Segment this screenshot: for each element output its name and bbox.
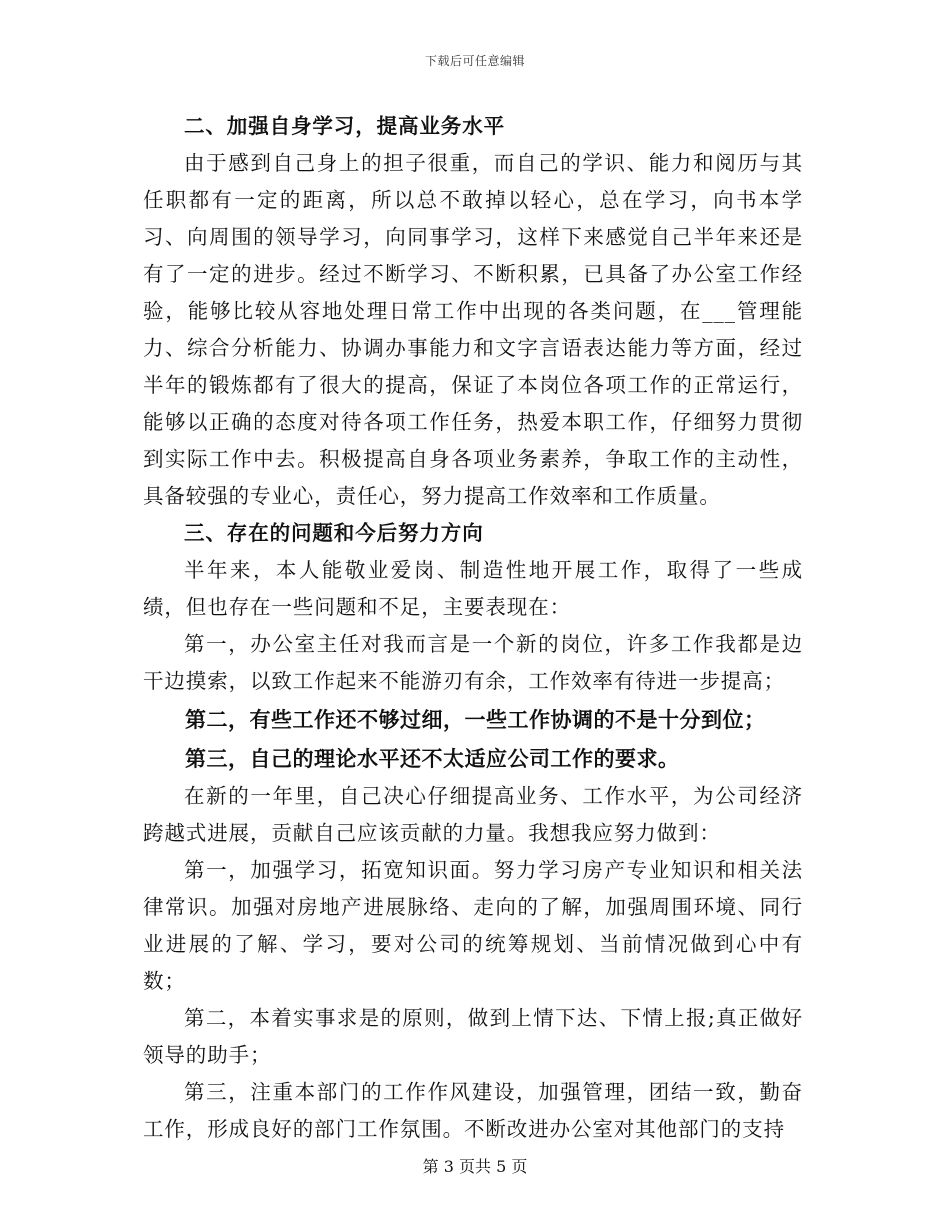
paragraph-2: 半年来，本人能敬业爱岗、制造性地开展工作，取得了一些成绩，但也存在一些问题和不足，主要表现在： (143, 558, 803, 619)
paragraph-3: 第一，办公室主任对我而言是一个新的岗位，许多工作我都是边干边摸索，以致工作起来不能游刃有余，工作效率有待进一步提高； (143, 632, 803, 693)
section-heading-2: 二、加强自身学习，提高业务水平 (184, 114, 505, 138)
page-header: 下载后可任意编辑 (424, 54, 525, 68)
paragraph-1: 由于感到自己身上的担子很重，而自己的学识、能力和阅历与其任职都有一定的距离，所以总不敢掉以轻心，总在学习，向书本学习、向周围的领导学习，向同事学习，这样下来感觉自己半年来还是有了一定的进步。经过不断学习、不断积累，已具备了办公室工作经验，能够比较从容地处理日常工作中出现的各类问题，在___管理能力、综合分析能力、协调办事能力和文字言语表达能力等方面，经过半年的锻炼都有了很大的提高，保证了本岗位各项工作的正常运行，能够以正确的态度对待各项工作任务，热爱本职工作，仔细努力贯彻到实际工作中去。积极提高自身各项业务素养，争取工作的主动性，具备较强的专业心，责任心，努力提高工作效率和工作质量。 (143, 151, 803, 508)
paragraph-4-bold: 第二，有些工作还不够过细，一些工作协调的不是十分到位； (185, 707, 766, 732)
document-body (143, 108, 803, 1148)
paragraph-8: 第二，本着实事求是的原则，做到上情下达、下情上报;真正做好领导的助手； (143, 1006, 803, 1067)
paragraph-5-bold: 第三，自己的理论水平还不太适应公司工作的要求。 (185, 746, 680, 771)
page-footer: 第 3 页共 5 页 (422, 1157, 528, 1176)
paragraph-9: 第三，注重本部门的工作作风建设，加强管理，团结一致，勤奋工作，形成良好的部门工作氛围。不断改进办公室对其他部门的支持 (143, 1080, 803, 1141)
paragraph-6: 在新的一年里，自己决心仔细提高业务、工作水平，为公司经济跨越式进展，贡献自己应该贡献的力量。我想我应努力做到： (143, 784, 803, 845)
section-heading-3: 三、存在的问题和今后努力方向 (184, 521, 484, 545)
paragraph-7: 第一，加强学习，拓宽知识面。努力学习房产专业知识和相关法律常识。加强对房地产进展脉络、走向的了解，加强周围环境、同行业进展的了解、学习，要对公司的统筹规划、当前情况做到心中有数； (143, 858, 803, 993)
